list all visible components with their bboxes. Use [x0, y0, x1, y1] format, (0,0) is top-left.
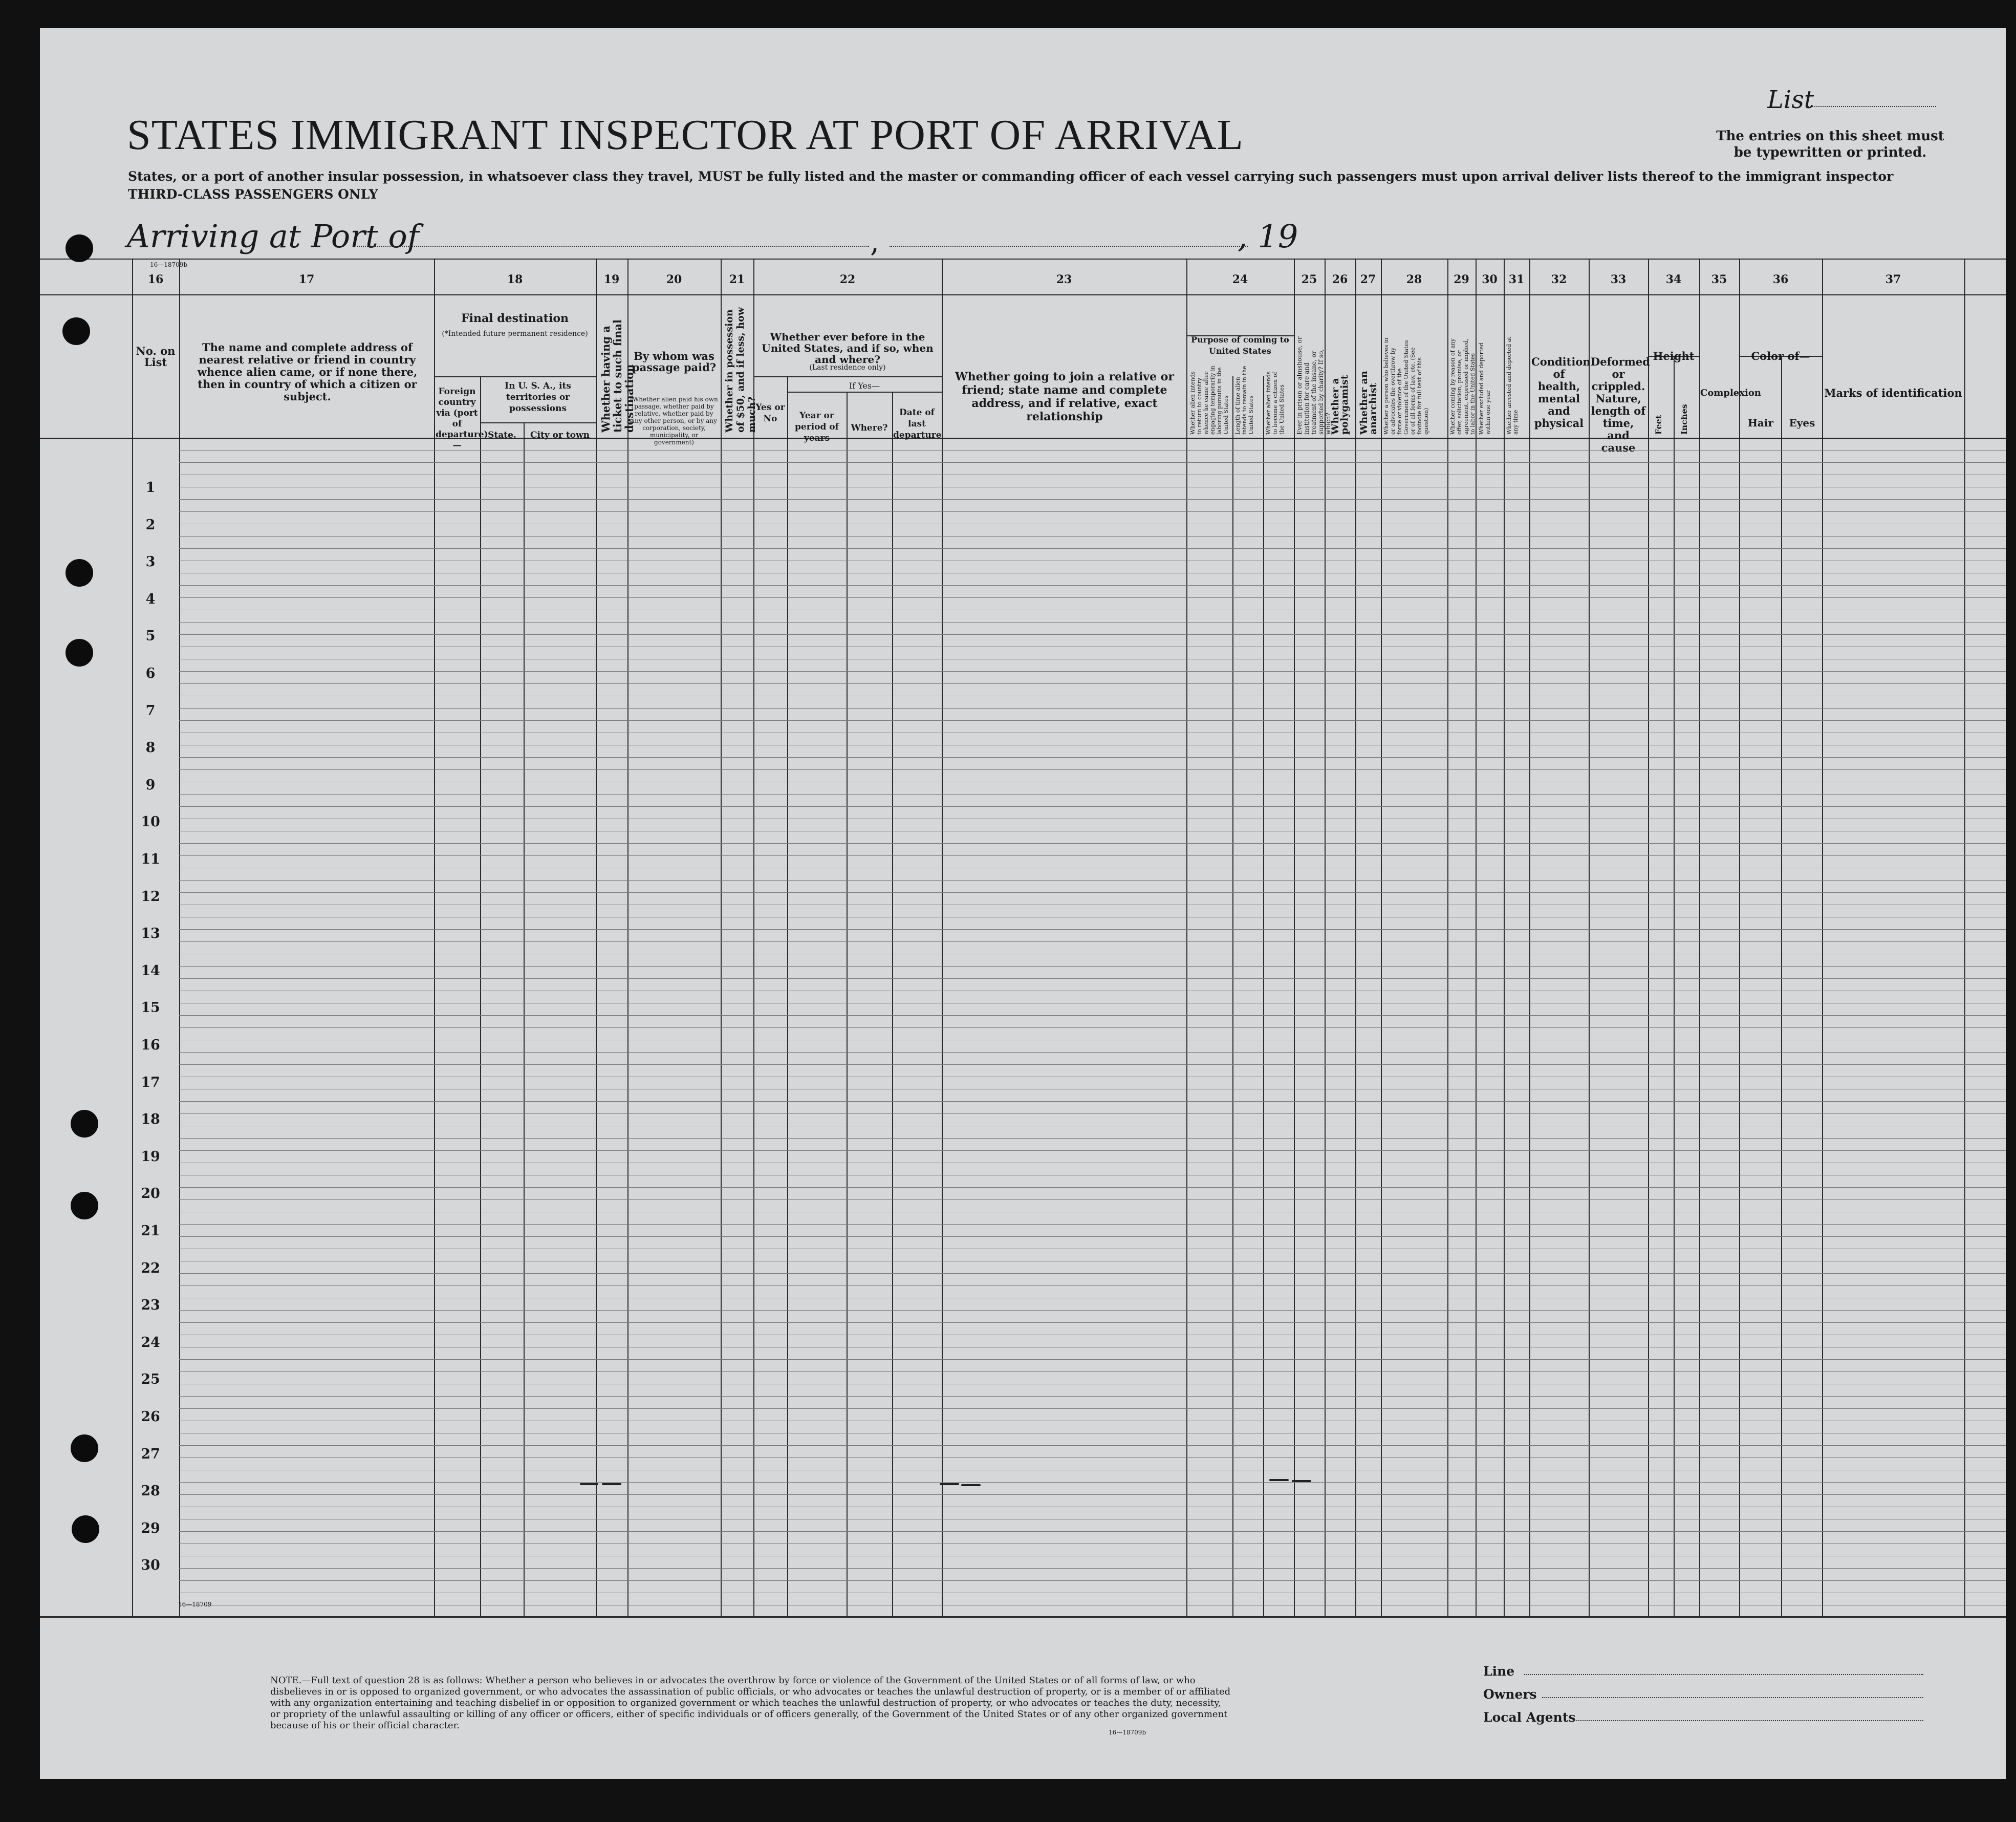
ruled-line — [179, 1015, 2006, 1016]
local-agents-label: Local Agents — [1483, 1710, 1576, 1725]
ruled-line — [179, 1494, 2006, 1495]
hdr-hair: Hair — [1748, 417, 1773, 429]
form-code-top: 16—18709b — [150, 261, 188, 268]
colnum-20: 20 — [666, 273, 682, 286]
ruled-line — [179, 1568, 2006, 1569]
ruled-line — [179, 880, 2006, 881]
ruled-line — [179, 1052, 2006, 1053]
colnum-17: 17 — [298, 273, 315, 286]
hdr-date-last-departure: Date of last departure — [893, 408, 942, 440]
hdr-polygamist: Whether a polygamist — [1330, 375, 1350, 435]
hdr-height: Height — [1653, 350, 1695, 362]
row-number: 7 — [145, 703, 156, 719]
row-number: 16 — [141, 1037, 160, 1053]
col-line — [1232, 376, 1233, 1616]
ruled-line — [179, 892, 2006, 893]
colnum-22: 22 — [839, 273, 856, 286]
hdr-condition-health: Condition of health, mental and physical — [1531, 355, 1591, 430]
row-number: 27 — [141, 1446, 160, 1462]
ruled-line — [179, 941, 2006, 942]
ruled-line — [179, 1150, 2006, 1151]
header-bottom-rule — [40, 438, 2006, 439]
hdr-state: State. — [488, 430, 516, 440]
colnum-33: 33 — [1610, 273, 1627, 286]
colnum-36: 36 — [1772, 273, 1789, 286]
ruled-line — [179, 978, 2006, 979]
col-line — [787, 376, 788, 1616]
ruled-line — [179, 1310, 2006, 1311]
ruled-line — [179, 1101, 2006, 1102]
hdr-year-period: Year or period of years — [795, 411, 839, 443]
punch-hole — [71, 1110, 98, 1138]
hdr-feet: Feet — [1654, 415, 1663, 435]
hdr-final-destination-note: (*Intended future permanent residence) — [442, 330, 588, 338]
row-number: 5 — [145, 628, 156, 644]
row-number: 29 — [141, 1520, 160, 1536]
ruled-line — [179, 1322, 2006, 1323]
hdr-in-usa: In U. S. A., its territories or possessions — [505, 381, 571, 414]
pen-mark — [1269, 1479, 1289, 1481]
ruled-line — [179, 499, 2006, 500]
hdr-citizen-intent: Whether alien intends to become a citizen of the United States — [1265, 371, 1285, 435]
hdr-marks-identification: Marks of identification — [1824, 387, 1962, 399]
hdr-where: Where? — [851, 423, 888, 433]
form-code-footer: 16—18709b — [1109, 1729, 1146, 1736]
ruled-line — [179, 536, 2006, 537]
colnum-24: 24 — [1232, 273, 1248, 286]
row-number: 28 — [141, 1483, 160, 1499]
row-number: 20 — [141, 1186, 160, 1202]
ruled-line — [179, 769, 2006, 770]
hdr-passage-paid: By whom was passage paid? — [632, 350, 717, 374]
ruled-line — [179, 1236, 2006, 1237]
hdr-labor-offer: Whether coming by reason of any offer, solicitation, promise, or agreement, expressed or implied, to labor in the United States — [1449, 338, 1476, 435]
row-number: 8 — [145, 740, 156, 756]
hdr-nearest-relative: The name and complete address of nearest relative or friend in country whence alien came, or if none there, then in country of which a citizen or subject. — [197, 341, 418, 403]
owners-field[interactable] — [1542, 1697, 1923, 1698]
colnum-16: 16 — [147, 273, 164, 286]
ruled-line — [179, 548, 2006, 549]
hdr-color-of: Color of— — [1751, 350, 1810, 362]
colnum-21: 21 — [729, 273, 745, 286]
ruled-line — [179, 1580, 2006, 1581]
ruled-line — [179, 1064, 2006, 1065]
row-number: 24 — [141, 1335, 160, 1351]
row-number: 13 — [141, 926, 160, 941]
hdr-city-or-town: City or town — [530, 430, 590, 440]
port-field[interactable] — [357, 246, 869, 247]
row-number: 15 — [141, 1000, 160, 1016]
hdr-eyes: Eyes — [1789, 417, 1815, 429]
ruled-line — [179, 1445, 2006, 1446]
ruled-line — [179, 634, 2006, 635]
ruled-line — [179, 1285, 2006, 1286]
row-number: 21 — [141, 1223, 160, 1239]
hdr-inches: Inches — [1679, 404, 1689, 435]
ruled-line — [179, 1113, 2006, 1114]
hdr-no-on-list: No. on List — [136, 345, 176, 369]
row-number: 4 — [145, 591, 156, 607]
column-number-rule — [40, 294, 2006, 295]
line-field[interactable] — [1524, 1674, 1923, 1675]
ruled-line — [179, 1482, 2006, 1483]
pen-mark — [940, 1483, 959, 1485]
form-title: STATES IMMIGRANT INSPECTOR AT PORT OF ARRIVAL — [127, 111, 1244, 159]
hdr-prison: Ever in prison or almshouse, or institution for care and treatment of the insane, or supported by charity? If so, which? — [1296, 336, 1332, 435]
hdr-complexion: Complexion — [1700, 388, 1761, 398]
pen-mark — [602, 1483, 621, 1485]
ruled-line — [179, 1408, 2006, 1409]
colnum-34: 34 — [1665, 273, 1682, 286]
punch-hole — [66, 559, 93, 587]
hdr-passage-paid-note: (Whether alien paid his own passage, whether paid by relative, whether paid by any other person, or by any corporation, society, municipality, or government) — [630, 396, 718, 446]
punch-hole — [66, 639, 93, 667]
hdr-ticket: Whether having a ticket to such final destination — [599, 319, 636, 433]
pen-mark — [1292, 1480, 1311, 1482]
ruled-line — [179, 597, 2006, 598]
row-number: 12 — [141, 889, 160, 905]
row-number: 25 — [141, 1371, 160, 1387]
row-number: 9 — [145, 777, 156, 793]
ruled-line — [179, 671, 2006, 672]
ruled-line — [179, 929, 2006, 930]
col-line — [1674, 356, 1675, 1616]
local-agents-field[interactable] — [1573, 1720, 1923, 1721]
row-number: 3 — [145, 554, 156, 570]
table-top-rule — [40, 259, 2006, 260]
hdr-fifty-dollars: Whether in possession of $50, and if less, how much? — [724, 307, 757, 433]
ruled-line — [179, 1027, 2006, 1028]
ruled-line — [179, 708, 2006, 709]
ruled-line — [179, 1199, 2006, 1200]
colnum-37: 37 — [1885, 273, 1901, 286]
ruled-line — [179, 1224, 2006, 1225]
colnum-32: 32 — [1551, 273, 1567, 286]
hdr-length-stay: Length of time alien intends to remain in the United States — [1234, 366, 1254, 435]
ruled-line — [179, 622, 2006, 623]
punch-hole — [71, 1434, 98, 1462]
ruled-line — [179, 1138, 2006, 1139]
row-number: 17 — [141, 1075, 160, 1090]
colnum-31: 31 — [1508, 273, 1525, 286]
row-number: 30 — [141, 1557, 160, 1573]
typewritten-notice: The entries on this sheet must be typewritten or printed. — [1716, 128, 1944, 160]
row-number: 11 — [141, 851, 160, 867]
row-number: 18 — [141, 1111, 160, 1127]
pen-mark — [580, 1483, 598, 1485]
ruled-line — [179, 1187, 2006, 1188]
pen-mark — [961, 1484, 981, 1486]
row-number: 6 — [145, 666, 156, 681]
row-number: 19 — [141, 1149, 160, 1165]
subhdr-rule — [480, 422, 596, 423]
list-number-field[interactable] — [1808, 106, 1936, 107]
hdr-anarchist: Whether an anarchist — [1358, 371, 1379, 435]
col-line — [1781, 356, 1782, 1616]
colnum-18: 18 — [507, 273, 523, 286]
row-number: 26 — [141, 1409, 160, 1425]
colnum-26: 26 — [1332, 273, 1348, 286]
subhdr-rule — [753, 376, 942, 377]
hdr-return-intent: Whether alien intends to return to country whence he came after engaging temporarily in laboring pursuits in the United States — [1189, 366, 1229, 435]
comma: , — [870, 225, 879, 259]
footnote-question-28: NOTE.—Full text of question 28 is as follows: Whether a person who believes in or advocates the overthrow by force or violence of the Government of the United States or of all forms of law, or who disbelieves in or is opposed to organized government, or who advocates the assassination of public officials, or who advocates or teaches the unlawful destruction of property, or is a member of or affiliated with any organization entertaining and teaching disbelief in or opposition to organized government or which teaches the unlawful destruction of property, or who advocates or teaches the duty, necessity, or propriety of the unlawful assaulting or killing of any officer or officers, either of specific individuals or of officers generally, of the Government of the United States or of any other organized government because of his or their official character. — [270, 1675, 1231, 1731]
ruled-line — [179, 855, 2006, 856]
col-line — [480, 376, 481, 1616]
row-number: 10 — [141, 814, 160, 830]
ruled-line — [179, 966, 2006, 967]
colnum-35: 35 — [1711, 273, 1727, 286]
colnum-23: 23 — [1056, 273, 1072, 286]
year-prefix: , 19 — [1238, 218, 1298, 255]
ruled-line — [179, 757, 2006, 758]
owners-label: Owners — [1483, 1687, 1537, 1702]
date-field[interactable] — [890, 246, 1248, 247]
ruled-line — [179, 843, 2006, 844]
punch-hole — [71, 1192, 98, 1219]
colnum-25: 25 — [1301, 273, 1317, 286]
ruled-line — [179, 1457, 2006, 1458]
ruled-line — [179, 1396, 2006, 1397]
hdr-purpose: Purpose of coming to United States — [1191, 335, 1289, 356]
colnum-19: 19 — [603, 273, 620, 286]
hdr-final-destination: Final destination — [461, 312, 569, 325]
hdr-overthrow: Whether a person who believes in or advocates the overthrow by force or violence of the Government of the United States or of all forms of law, etc. (See footnote for full text of this question) — [1383, 337, 1429, 435]
ruled-line — [179, 462, 2006, 463]
colnum-27: 27 — [1360, 273, 1376, 286]
hdr-deformed: Deformed or crippled. Nature, length of time, and cause — [1591, 355, 1650, 454]
ruled-line — [179, 806, 2006, 807]
colnum-29: 29 — [1454, 273, 1469, 286]
arriving-port-label: Arriving at Port of — [127, 218, 419, 255]
hdr-yes-or-no: Yes or No — [755, 402, 785, 424]
ruled-line — [179, 1359, 2006, 1360]
ruled-line — [179, 585, 2006, 586]
hdr-arrested: Whether arrested and deported at any time — [1506, 336, 1519, 435]
form-sheet — [40, 28, 2006, 1779]
subhdr-rule — [434, 376, 596, 377]
col-line — [1263, 376, 1264, 1616]
row-number: 1 — [145, 480, 156, 496]
hdr-joining-relative: Whether going to join a relative or friend; state name and complete address, and if relative, exact relationship — [955, 370, 1175, 423]
hdr-last-residence: (Last residence only) — [809, 363, 886, 372]
punch-hole — [66, 234, 93, 262]
ruled-line — [179, 1371, 2006, 1372]
passenger-class-label: THIRD-CLASS PASSENGERS ONLY — [128, 187, 378, 202]
line-label: Line — [1483, 1664, 1515, 1679]
punch-hole — [62, 317, 90, 345]
ruled-line — [179, 1531, 2006, 1532]
form-subtitle: States, or a port of another insular possession, in whatsoever class they travel, MUST be fully listed and the master or commanding officer of each vessel carrying such passengers must upon arrival deliver lists thereof to the immigrant inspector — [128, 169, 1894, 184]
form-code-bottom: 16—18709 — [178, 1601, 212, 1608]
ruled-line — [179, 683, 2006, 684]
hdr-if-yes: If Yes— — [849, 381, 880, 391]
colnum-28: 28 — [1406, 273, 1422, 286]
row-number: 14 — [141, 963, 160, 979]
ruled-line — [179, 450, 2006, 451]
row-number: 23 — [141, 1297, 160, 1313]
colnum-30: 30 — [1482, 273, 1498, 286]
ruled-line — [179, 1273, 2006, 1274]
ruled-line — [179, 720, 2006, 721]
col-line — [524, 422, 525, 1616]
table-bottom-rule — [40, 1616, 2006, 1618]
hdr-foreign-country: Foreign country via (port of departure)— — [436, 387, 488, 451]
ruled-line — [179, 794, 2006, 795]
row-number: 22 — [141, 1260, 160, 1276]
subhdr-rule — [787, 392, 942, 393]
hdr-ever-before-in-us: Whether ever before in the United States, and if so, when and where? — [762, 331, 934, 366]
ruled-line — [179, 511, 2006, 512]
hdr-excluded: Whether excluded and deported within one year — [1478, 342, 1491, 435]
row-number: 2 — [145, 517, 156, 533]
punch-hole — [72, 1515, 99, 1543]
list-label: List — [1767, 85, 1814, 114]
